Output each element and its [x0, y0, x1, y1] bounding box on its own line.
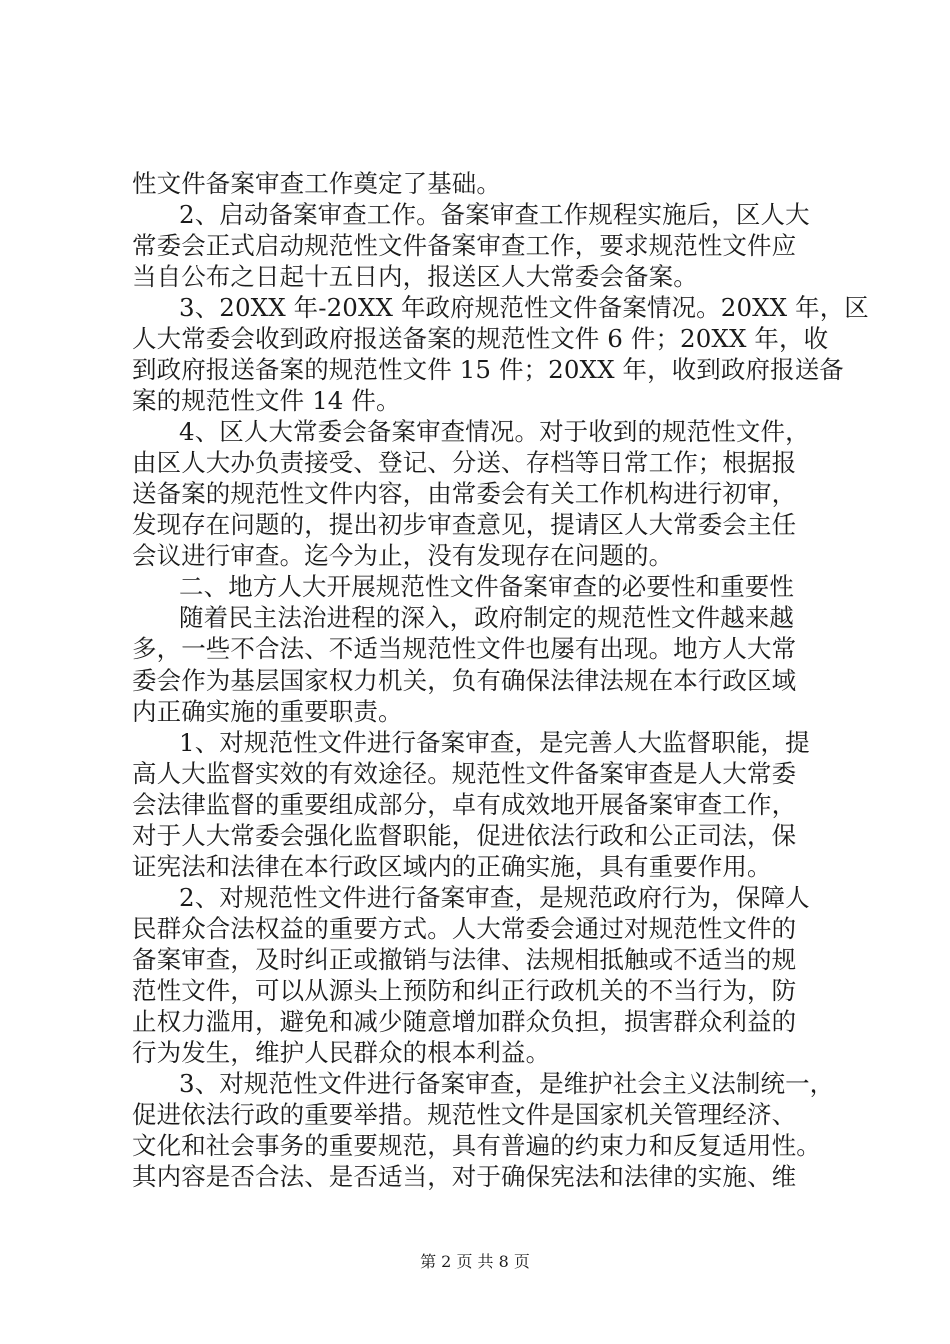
text-line: 促进依法行政的重要举措。规范性文件是国家机关管理经济、	[132, 1100, 797, 1129]
section-heading: 二、地方人大开展规范性文件备案审查的必要性和重要性	[179, 572, 794, 601]
text-line: 行为发生，维护人民群众的根本利益。	[132, 1038, 551, 1067]
text-line: 范性文件，可以从源头上预防和纠正行政机关的不当行为，防	[132, 976, 797, 1005]
text-line: 多，一些不合法、不适当规范性文件也屡有出现。地方人大常	[132, 634, 797, 663]
text-line: 发现存在问题的，提出初步审查意见，提请区人大常委会主任	[132, 510, 797, 539]
text-line: 证宪法和法律在本行政区域内的正确实施，具有重要作用。	[132, 852, 772, 881]
text-line: 3、20XX 年-20XX 年政府规范性文件备案情况。20XX 年，区	[179, 293, 869, 322]
text-line: 委会作为基层国家权力机关，负有确保法律法规在本行政区域	[132, 666, 797, 695]
text-line: 止权力滥用，避免和减少随意增加群众负担，损害群众利益的	[132, 1007, 797, 1036]
text-line: 民群众合法权益的重要方式。人大常委会通过对规范性文件的	[132, 914, 797, 943]
text-line: 2、启动备案审查工作。备案审查工作规程实施后，区人大	[179, 200, 810, 229]
text-line: 案的规范性文件 14 件。	[132, 386, 401, 415]
text-line: 会法律监督的重要组成部分，卓有成效地开展备案审查工作，	[132, 790, 797, 819]
text-line: 随着民主法治进程的深入，政府制定的规范性文件越来越	[179, 603, 794, 632]
text-line: 文化和社会事务的重要规范，具有普遍的约束力和反复适用性。	[132, 1131, 821, 1160]
text-line: 高人大监督实效的有效途径。规范性文件备案审查是人大常委	[132, 759, 797, 788]
text-line: 会议进行审查。迄今为止，没有发现存在问题的。	[132, 541, 674, 570]
text-line: 4、区人大常委会备案审查情况。对于收到的规范性文件，	[179, 417, 810, 446]
text-line: 性文件备案审查工作奠定了基础。	[132, 169, 501, 198]
page-footer: 第 2 页 共 8 页	[420, 1252, 530, 1271]
text-line: 人大常委会收到政府报送备案的规范性文件 6 件；20XX 年，收	[132, 324, 829, 353]
text-line: 2、对规范性文件进行备案审查，是规范政府行为，保障人	[179, 883, 810, 912]
text-line: 对于人大常委会强化监督职能，促进依法行政和公正司法，保	[132, 821, 797, 850]
text-line: 常委会正式启动规范性文件备案审查工作，要求规范性文件应	[132, 231, 797, 260]
text-line: 送备案的规范性文件内容，由常委会有关工作机构进行初审，	[132, 479, 797, 508]
text-line: 到政府报送备案的规范性文件 15 件；20XX 年，收到政府报送备	[132, 355, 844, 384]
text-line: 备案审查，及时纠正或撤销与法律、法规相抵触或不适当的规	[132, 945, 797, 974]
text-line: 当自公布之日起十五日内，报送区人大常委会备案。	[132, 262, 698, 291]
text-line: 1、对规范性文件进行备案审查，是完善人大监督职能，提	[179, 728, 810, 757]
text-line: 其内容是否合法、是否适当，对于确保宪法和法律的实施、维	[132, 1162, 797, 1191]
text-line: 3、对规范性文件进行备案审查，是维护社会主义法制统一，	[179, 1069, 835, 1098]
text-line: 内正确实施的重要职责。	[132, 697, 403, 726]
text-line: 由区人大办负责接受、登记、分送、存档等日常工作；根据报	[132, 448, 797, 477]
